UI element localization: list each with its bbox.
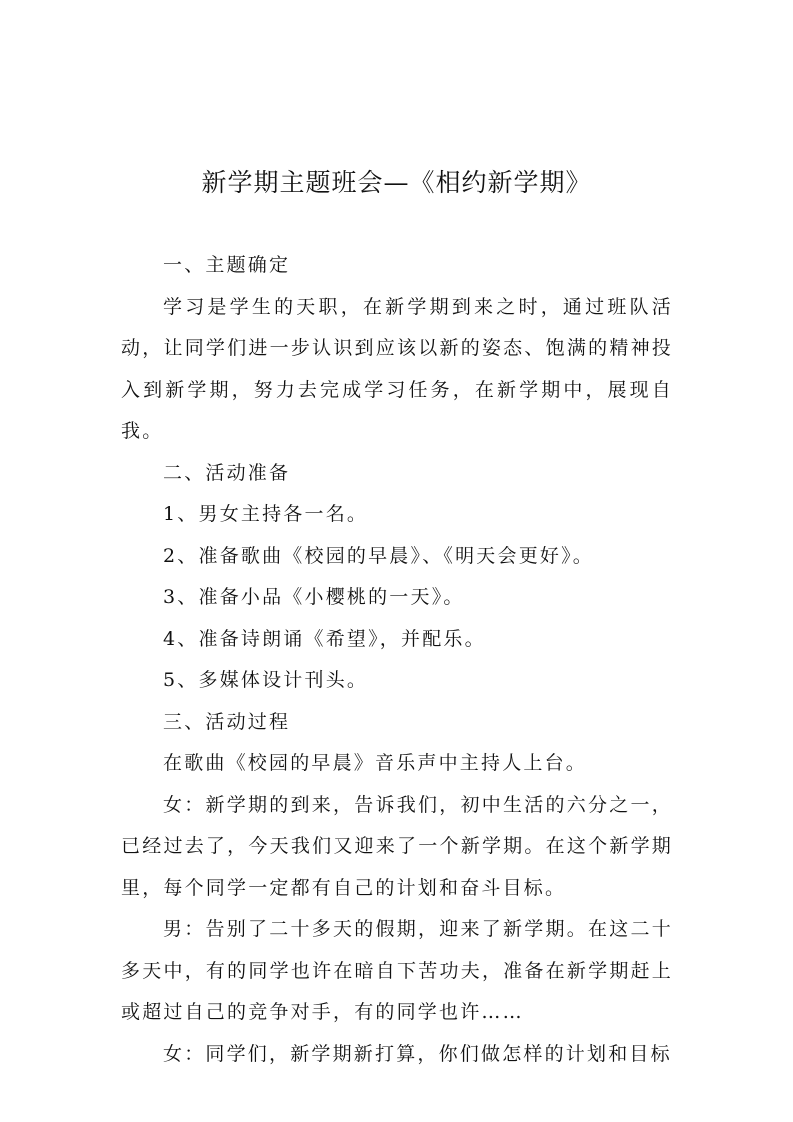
list-item-poem: 4、准备诗朗诵《希望》，并配乐。 (163, 627, 486, 650)
list-item-songs: 2、准备歌曲《校园的早晨》、《明天会更好》。 (163, 544, 594, 567)
list-item-multimedia: 5、多媒体设计刊头。 (163, 669, 369, 691)
paragraph-theme-description: 学习是学生的天职，在新学期到来之时，通过班队活动，让同学们进一步认识到应该以新的姿态、饱满的精神投入到新学期，努力去完成学习任务，在新学期中，展现自我。 (121, 295, 673, 442)
list-item-hosts: 1、男女主持各一名。 (163, 503, 369, 525)
list-item-skit: 3、准备小品《小樱桃的一天》。 (163, 586, 465, 608)
document-title: 新学期主题班会—《相约新学期》 (201, 167, 592, 197)
document-body (121, 245, 673, 1075)
paragraph-male-host-1: 男：告别了二十多天的假期，迎来了新学期。在这二十多天中，有的同学也许在暗自下苦功夫，准备在新学期赶上或超过自己的竞争对手，有的同学也许…… (121, 918, 673, 1023)
section-heading-theme: 一、主题确定 (163, 254, 291, 276)
section-heading-process: 三、活动过程 (163, 710, 291, 733)
paragraph-female-host-1: 女：新学期的到来，告诉我们，初中生活的六分之一，已经过去了，今天我们又迎来了一个新学期。在这个新学期里，每个同学一定都有自己的计划和奋斗目标。 (121, 793, 673, 899)
section-heading-preparation: 二、活动准备 (163, 461, 291, 484)
paragraph-female-host-2: 女：同学们，新学期新打算，你们做怎样的计划和目标 (163, 1042, 672, 1065)
paragraph-hosts-enter: 在歌曲《校园的早晨》音乐声中主持人上台。 (163, 752, 588, 774)
